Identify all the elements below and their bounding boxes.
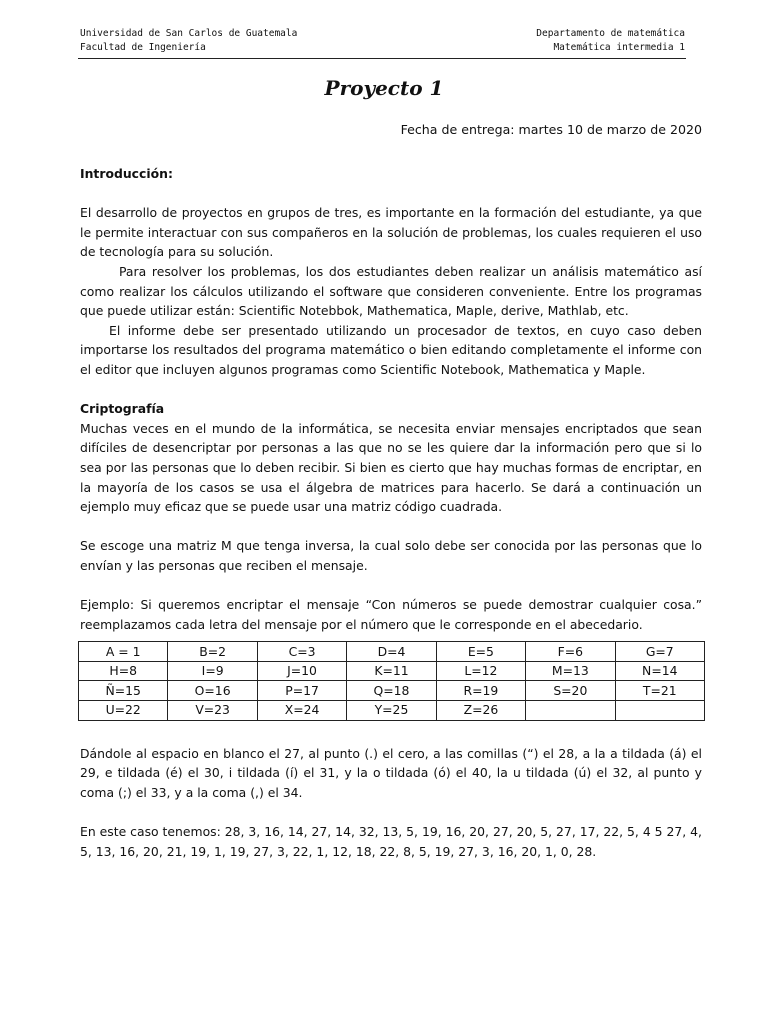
table-row bbox=[79, 661, 705, 681]
intro-paragraph-3: El informe debe ser presentado utilizando un procesador de textos, en cuyo caso deben importarse los resultados del programa matemático o bien editando completamente el informe con el editor que incluyen algunos programas como Scientific Notebook, Mathematica y Maple. bbox=[80, 322, 702, 377]
table-cell: P=17 bbox=[257, 681, 346, 701]
due-date: Fecha de entrega: martes 10 de marzo de 2020 bbox=[400, 122, 702, 137]
table-cell: N=14 bbox=[615, 661, 704, 681]
crypto-paragraph-1: Muchas veces en el mundo de la informática, se necesita enviar mensajes encriptados que sean difíciles de desencriptar por personas a las que no se les quiere dar la información pero que si lo sea por las personas que lo deben recibir. Si bien es cierto que hay muchas formas de encriptar, en la mayoría de los casos se usa el álgebra de matrices para hacerlo. Se dará a continuación un ejemplo muy eficaz que se puede usar una matriz código cuadrada. bbox=[80, 420, 702, 515]
table-cell: G=7 bbox=[615, 642, 704, 662]
page-header bbox=[80, 27, 685, 55]
table-cell: F=6 bbox=[526, 642, 615, 662]
table-cell: U=22 bbox=[79, 701, 168, 721]
table-cell bbox=[526, 701, 615, 721]
table-cell: I=9 bbox=[168, 661, 257, 681]
table-cell: S=20 bbox=[526, 681, 615, 701]
table-cell: H=8 bbox=[79, 661, 168, 681]
table-cell: Y=25 bbox=[347, 701, 436, 721]
table-cell: Q=18 bbox=[347, 681, 436, 701]
intro-paragraph-1: El desarrollo de proyectos en grupos de tres, es importante en la formación del estudiante, ya que le permite interactuar con sus compañeros en la solución de problemas, los cuales requieren el uso de tecnología para su solución. bbox=[80, 205, 702, 260]
page-title: Proyecto 1 bbox=[324, 76, 444, 100]
table-cell: A = 1 bbox=[79, 642, 168, 662]
table-cell: J=10 bbox=[257, 661, 346, 681]
table-cell bbox=[615, 701, 704, 721]
faculty-name: Facultad de Ingeniería bbox=[80, 42, 206, 53]
table-cell: T=21 bbox=[615, 681, 704, 701]
table-cell: B=2 bbox=[168, 642, 257, 662]
table-row bbox=[79, 681, 705, 701]
table-cell: K=11 bbox=[347, 661, 436, 681]
header-divider bbox=[78, 58, 686, 59]
alphabet-table bbox=[78, 641, 705, 720]
intro-heading: Introducción: bbox=[80, 166, 173, 181]
table-row bbox=[79, 642, 705, 662]
university-name: Universidad de San Carlos de Guatemala bbox=[80, 28, 298, 39]
crypto-heading: Criptografía bbox=[80, 401, 165, 417]
table-cell: R=19 bbox=[436, 681, 525, 701]
intro-paragraph-2: Para resolver los problemas, los dos estudiantes deben realizar un análisis matemático así como realizar los cálculos utilizando el software que consideren conveniente. Entre los programas que puede utilizar están: Scientific Notebbok, Mathematica, Maple, derive, Mathlab, etc. bbox=[80, 263, 702, 319]
table-cell: X=24 bbox=[257, 701, 346, 721]
table-row bbox=[79, 701, 705, 721]
special-chars-paragraph: Dándole al espacio en blanco el 27, al punto (.) el cero, a las comillas (“) el 28, a la a tildada (á) el 29, e tildada (é) el 30, i tildada (í) el 31, y la o tildada (ó) el 40, la u tildada (ú) el 32, al punto y coma (;) el 33, y a la coma (,) el 34. bbox=[80, 745, 702, 800]
table-cell: L=12 bbox=[436, 661, 525, 681]
department-name: Departamento de matemática bbox=[536, 28, 685, 39]
table-cell: D=4 bbox=[347, 642, 436, 662]
table-cell: C=3 bbox=[257, 642, 346, 662]
course-name: Matemática intermedia 1 bbox=[553, 42, 685, 53]
table-cell: Z=26 bbox=[436, 701, 525, 721]
table-cell: V=23 bbox=[168, 701, 257, 721]
example-paragraph: Ejemplo: Si queremos encriptar el mensaje “Con números se puede demostrar cualquier cosa.” reemplazamos cada letra del mensaje por el número que le corresponde en el abecedario. bbox=[80, 597, 702, 632]
encoded-sequence-paragraph: En este caso tenemos: 28, 3, 16, 14, 27, 14, 32, 13, 5, 19, 16, 20, 27, 20, 5, 27, 17, 22, 5, 4 5 27, 4, 5, 13, 16, 20, 21, 19, 1, 19, 27, 3, 22, 1, 12, 18, 22, 8, 5, 19, 27, 3, 16, 20, 1, 0, 28. bbox=[80, 824, 702, 859]
table-cell: M=13 bbox=[526, 661, 615, 681]
table-cell: Ñ=15 bbox=[79, 681, 168, 701]
table-cell: O=16 bbox=[168, 681, 257, 701]
document-body bbox=[80, 164, 702, 861]
table-cell: E=5 bbox=[436, 642, 525, 662]
crypto-paragraph-2: Se escoge una matriz M que tenga inversa, la cual solo debe ser conocida por las personas que lo envían y las personas que reciben el mensaje. bbox=[80, 538, 702, 573]
